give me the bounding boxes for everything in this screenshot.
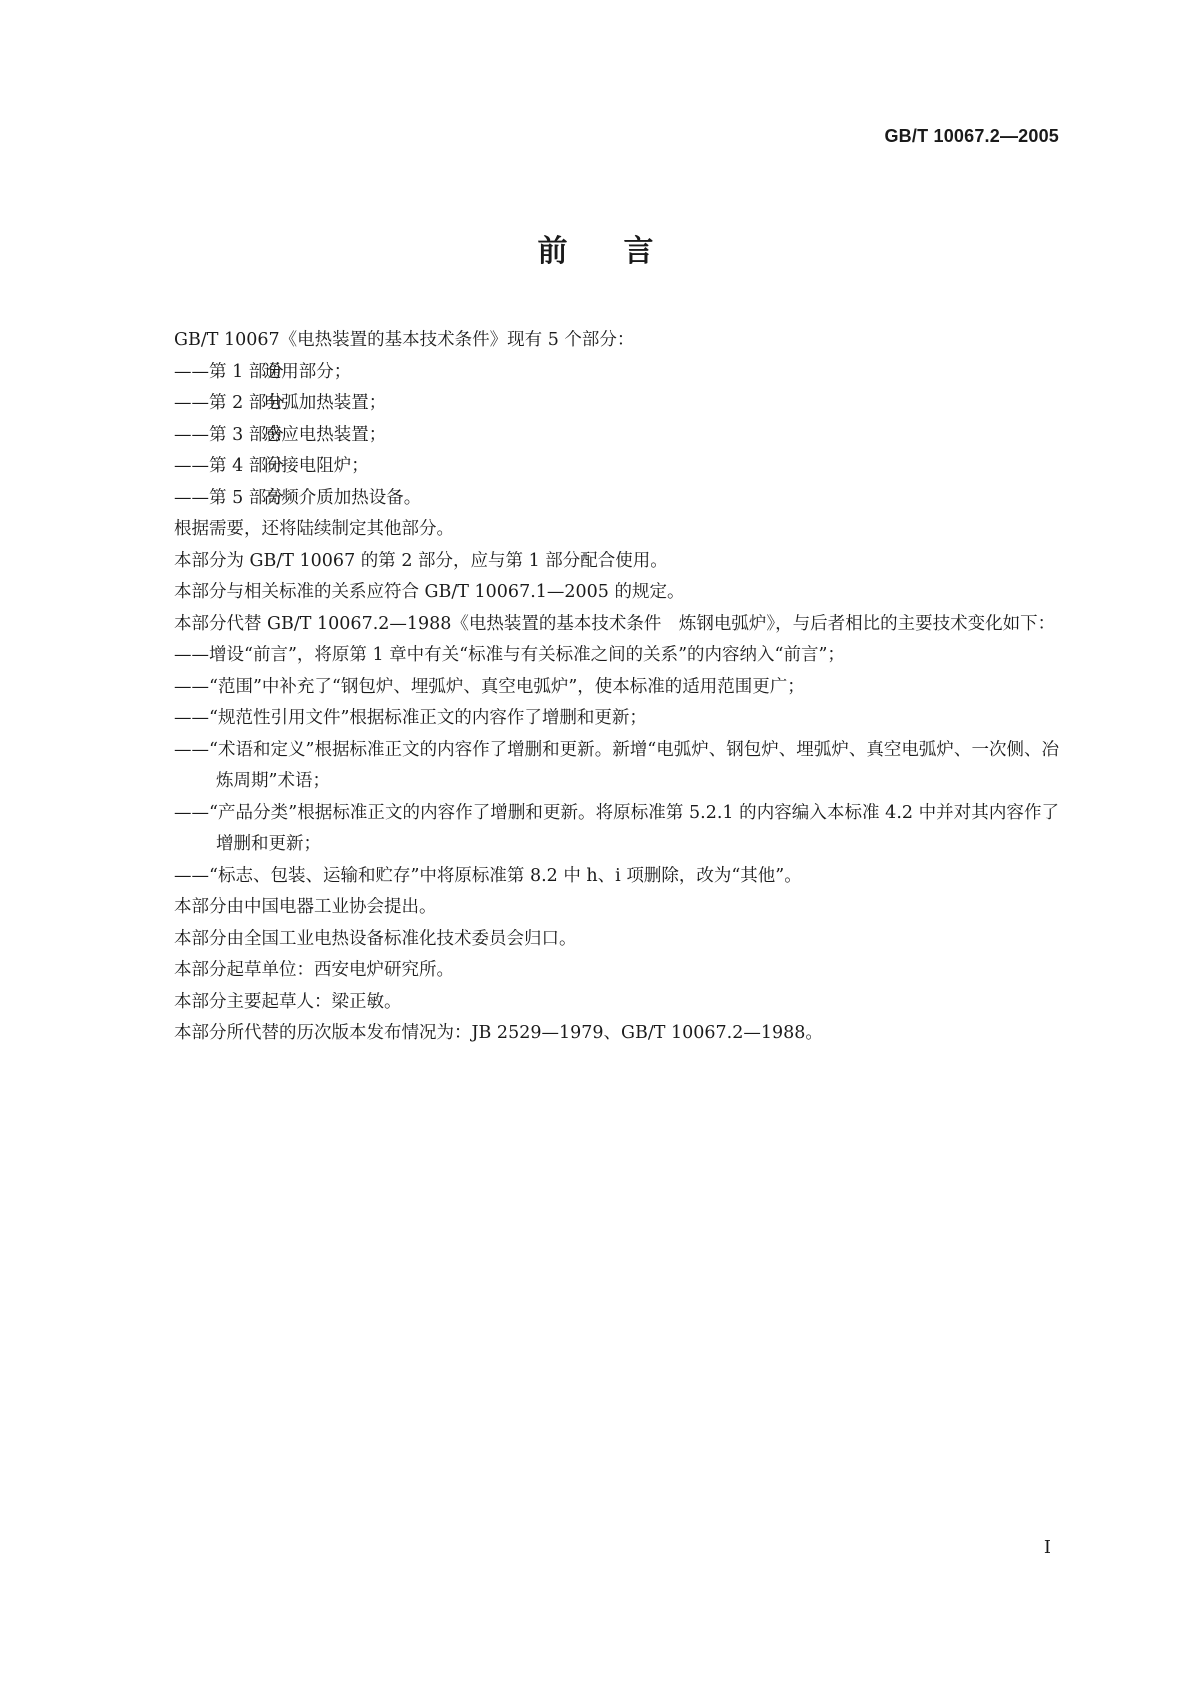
standard-number: GB/T 10067.2—2005 bbox=[884, 126, 1059, 146]
paragraph: 本部分为 GB/T 10067 的第 2 部分，应与第 1 部分配合使用。 bbox=[174, 550, 668, 571]
part-name: 感应电热装置； bbox=[263, 424, 387, 445]
part-name: 间接电阻炉； bbox=[263, 456, 369, 476]
change-item: ——“规范性引用文件”根据标准正文的内容作了增删和更新； bbox=[174, 708, 647, 728]
paragraph: 本部分由中国电器工业协会提出。 bbox=[174, 897, 437, 917]
paragraph: 本部分所代替的历次版本发布情况为：JB 2529—1979、GB/T 10067.2—1988。 bbox=[174, 1023, 823, 1043]
paragraph: 本部分主要起草人：梁正敏。 bbox=[174, 991, 402, 1012]
paragraph: 本部分与相关标准的关系应符合 GB/T 10067.1—2005 的规定。 bbox=[174, 582, 685, 602]
part-item bbox=[132, 357, 1059, 389]
foreword-body bbox=[132, 325, 1059, 1050]
part-label: ——第 5 部分 bbox=[174, 487, 284, 508]
part-label: ——第 2 部分 bbox=[174, 393, 284, 413]
part-label: ——第 1 部分 bbox=[174, 361, 284, 382]
paragraph: 本部分代替 GB/T 10067.2—1988《电热装置的基本技术条件 炼钢电弧炉》，与后者相比的主要技术变化如下： bbox=[174, 613, 1056, 634]
part-label: ——第 4 部分 bbox=[174, 456, 284, 476]
part-item bbox=[132, 451, 1059, 483]
change-item: ——增设“前言”，将原第 1 章中有关“标准与有关标准之间的关系”的内容纳入“前言”； bbox=[174, 645, 845, 665]
change-item: ——“标志、包装、运输和贮存”中将原标准第 8.2 中 h、i 项删除，改为“其他”。 bbox=[174, 865, 802, 886]
paragraph: 本部分起草单位：西安电炉研究所。 bbox=[174, 960, 454, 980]
part-item bbox=[132, 420, 1059, 452]
change-item: ——“术语和定义”根据标准正文的内容作了增删和更新。新增“电弧炉、钢包炉、埋弧炉、真空电弧炉、一次侧、冶炼周期”术语； bbox=[174, 739, 1059, 791]
part-label: ——第 3 部分 bbox=[174, 424, 284, 445]
page-title: 前言 bbox=[537, 234, 710, 269]
part-name: 通用部分； bbox=[263, 361, 352, 382]
part-name: 高频介质加热设备。 bbox=[263, 487, 422, 508]
intro-paragraph: GB/T 10067《电热装置的基本技术条件》现有 5 个部分： bbox=[174, 330, 635, 350]
page-number: I bbox=[1043, 1537, 1051, 1558]
change-item: ——“产品分类”根据标准正文的内容作了增删和更新。将原标准第 5.2.1 的内容编入本标准 4.2 中并对其内容作了增删和更新； bbox=[174, 802, 1059, 854]
change-item: ——“范围”中补充了“钢包炉、埋弧炉、真空电弧炉”，使本标准的适用范围更广； bbox=[174, 676, 805, 697]
part-name: 电弧加热装置； bbox=[263, 393, 387, 413]
paragraph: 本部分由全国工业电热设备标准化技术委员会归口。 bbox=[174, 928, 577, 949]
part-item bbox=[132, 388, 1059, 420]
paragraph: 根据需要，还将陆续制定其他部分。 bbox=[174, 519, 454, 539]
part-item bbox=[132, 483, 1059, 515]
